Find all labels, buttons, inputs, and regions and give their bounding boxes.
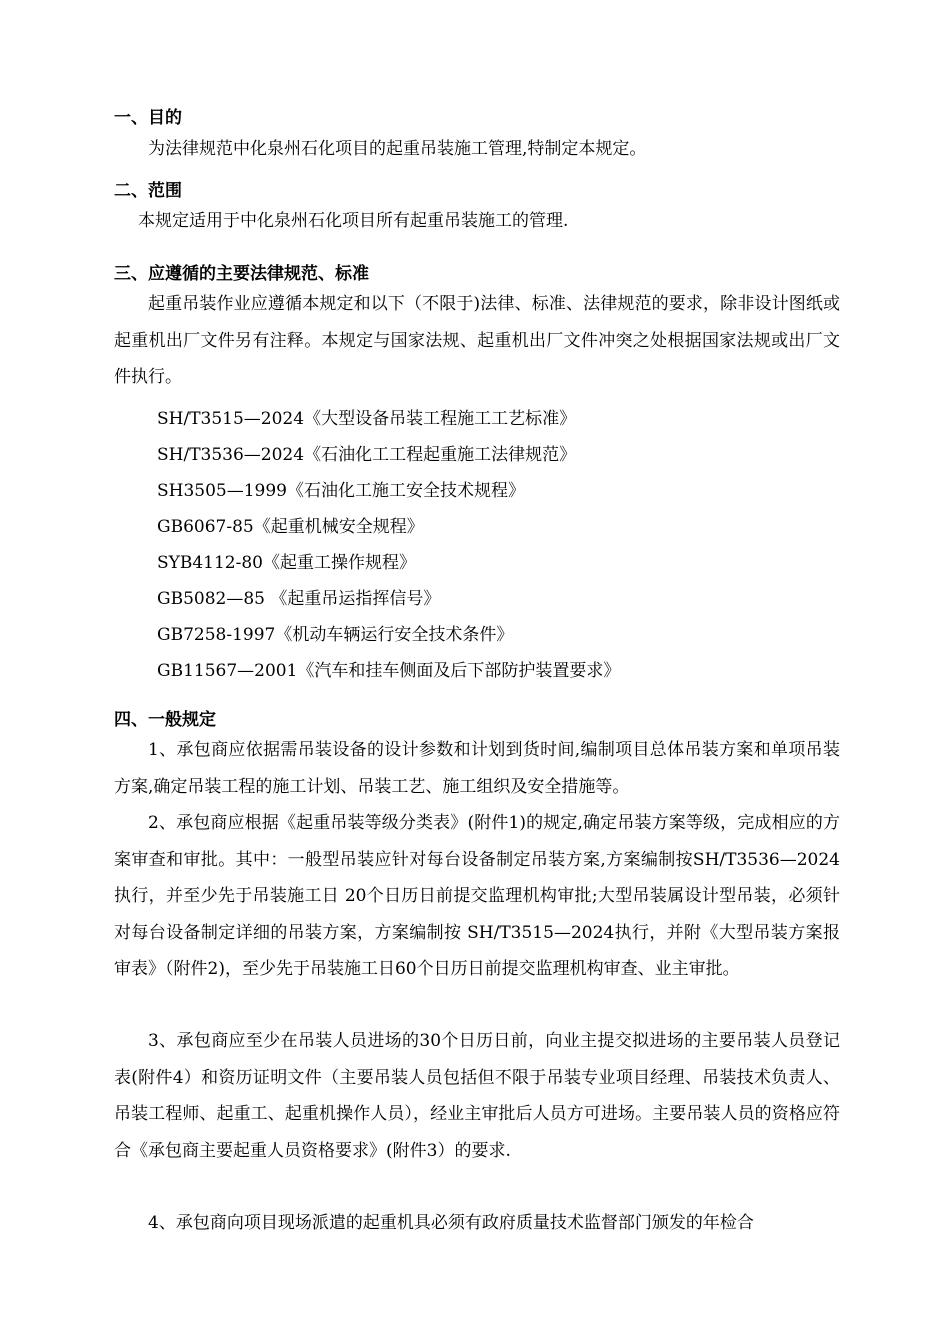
general-item-3: 3、承包商应至少在吊装人员进场的30个日历日前，向业主提交拟进场的主要吊装人员登记表(附件4）和资历证明文件（主要吊装人员包括但不限于吊装专业项目经理、吊装技术负责人、吊装工程师、起重工、起重机操作人员），经业主审批后人员方可进场。主要吊装人员的资格应符合《承包商主要起重人员资格要求》(附件3）的要求. <box>114 1031 840 1161</box>
general-item-2: 2、承包商应根据《起重吊装等级分类表》(附件1)的规定,确定吊装方案等级，完成相应的方案审查和审批。其中：一般型吊装应针对每台设备制定吊装方案,方案编制按SH/T3536—2024执行，并至少先于吊装施工日 20个日历日前提交监理机构审批;大型吊装属设计型吊装，必须针对每台设备制定详细的吊装方案，方案编制按 SH/T3515—2024执行，并附《大型吊装方案报审表》（附件2)，至少先于吊装施工日60个日历日前提交监理机构审查、业主审批。 <box>114 813 840 979</box>
standard-item: GB7258-1997《机动车辆运行安全技术条件》 <box>157 625 514 645</box>
section-heading-scope: 二、范围 <box>114 181 182 201</box>
section-heading-general: 四、一般规定 <box>114 710 216 730</box>
standard-item: GB6067-85《起重机械安全规程》 <box>157 517 424 537</box>
section-text-standards: 起重吊装作业应遵循本规定和以下（不限于)法律、标准、法律规范的要求，除非设计图纸或起重机出厂文件另有注释。本规定与国家法规、起重机出厂文件冲突之处根据国家法规或出厂文件执行。 <box>114 294 840 387</box>
standard-item: SH/T3515—2024《大型设备吊装工程施工工艺标准》 <box>157 409 577 429</box>
standard-item: SH3505—1999《石油化工施工安全技术规程》 <box>157 481 525 501</box>
section-text-scope: 本规定适用于中化泉州石化项目所有起重吊装施工的管理. <box>138 211 569 231</box>
section-text-purpose: 为法律规范中化泉州石化项目的起重吊装施工管理,特制定本规定。 <box>148 139 647 159</box>
section-heading-standards: 三、应遵循的主要法律规范、标准 <box>114 264 369 284</box>
standard-item: GB11567—2001《汽车和挂车侧面及后下部防护装置要求》 <box>157 661 621 681</box>
standard-item: SYB4112-80《起重工操作规程》 <box>157 553 417 573</box>
general-item-1: 1、承包商应依据需吊装设备的设计参数和计划到货时间,编制项目总体吊装方案和单项吊装方案,确定吊装工程的施工计划、吊装工艺、施工组织及安全措施等。 <box>114 740 840 797</box>
standard-item: SH/T3536—2024《石油化工工程起重施工法律规范》 <box>157 445 577 465</box>
section-heading-purpose: 一、目的 <box>114 108 182 128</box>
general-item-4: 4、承包商向项目现场派遣的起重机具必须有政府质量技术监督部门颁发的年检合 <box>148 1213 754 1233</box>
standard-item: GB5082—85 《起重吊运指挥信号》 <box>157 589 441 609</box>
